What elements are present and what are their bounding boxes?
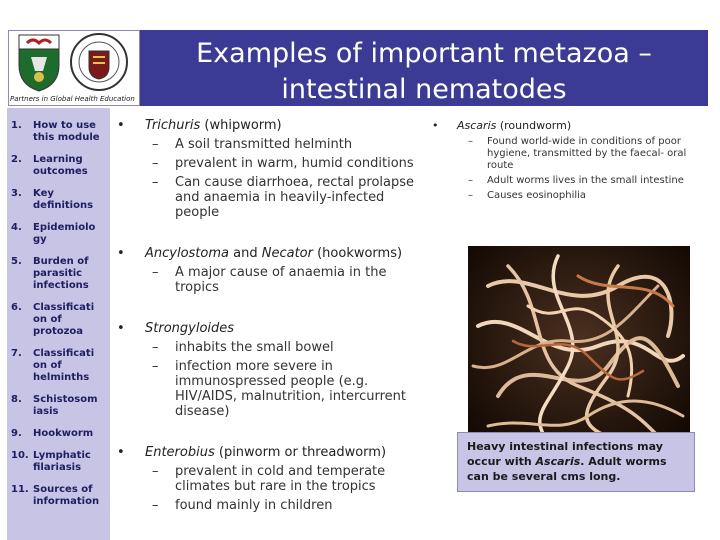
bullet-dot: • — [117, 118, 125, 133]
sub-point: – Found world-wide in conditions of poor hygiene, transmitted by the faecal- oral route — [468, 136, 687, 171]
sidebar-item[interactable] — [11, 450, 110, 474]
sidebar-item-number: 7. — [11, 348, 22, 359]
sub-point: – infection more severe in immunospressed people (e.g. HIV/AIDS, malnutrition, intercurrent disease) — [152, 359, 406, 419]
sub-point: – prevalent in warm, humid conditions — [152, 156, 414, 171]
common-name: (pinworm or threadworm) — [214, 445, 387, 460]
sub-point: – found mainly in children — [152, 498, 333, 513]
bullet-dot: • — [117, 321, 125, 336]
sidebar-item-number: 3. — [11, 188, 22, 199]
ascaris-worms-photo — [468, 246, 690, 450]
common-name: (roundworm) — [496, 119, 572, 132]
sidebar-item[interactable] — [11, 120, 110, 144]
common-name: (hookworms) — [312, 246, 403, 261]
right-column — [430, 120, 715, 205]
sidebar-item-number: 5. — [11, 256, 22, 267]
title-line-1: Examples of important metazoa – — [196, 38, 652, 69]
sidebar-item-label: Burden of parasitic infections — [33, 256, 89, 291]
sidebar-item-label: Classificati on of protozoa — [33, 302, 95, 337]
module-sidebar — [7, 108, 110, 540]
worms-image-icon — [468, 246, 690, 450]
species-name: Ascaris — [457, 119, 497, 132]
sidebar-item-label: Classificati on of helminths — [33, 348, 95, 383]
sub-point: – Causes eosinophilia — [468, 190, 587, 201]
sub-point: – Can cause diarrhoea, rectal prolapse and anaemia in heavily-infected people — [152, 175, 415, 220]
bullet-dot: • — [117, 246, 125, 261]
sub-point: – inhabits the small bowel — [152, 340, 334, 355]
sidebar-item-label: Sources of information — [33, 484, 100, 507]
sidebar-item-label: Schistosom iasis — [33, 394, 98, 417]
species-name: Enterobius — [145, 445, 215, 460]
photo-caption: Heavy intestinal infections may occur with Ascaris. Adult worms can be several cms long. — [457, 432, 695, 492]
common-name: (whipworm) — [200, 118, 282, 133]
slide-title — [140, 36, 708, 108]
caption-species: Ascaris — [535, 455, 581, 468]
bullet-hookworms: • Ancylostoma and Necator (hookworms) — [117, 246, 403, 261]
sidebar-item-number: 10. — [11, 450, 29, 461]
sidebar-item-number: 9. — [11, 428, 22, 439]
sidebar-item[interactable] — [11, 348, 110, 384]
sidebar-item[interactable] — [11, 394, 110, 418]
species-name: Strongyloides — [145, 321, 235, 336]
sub-point: – A soil transmitted helminth — [152, 137, 353, 152]
sidebar-item[interactable] — [11, 428, 110, 440]
logo-caption: Partners in Global Health Education — [10, 95, 135, 103]
sidebar-item[interactable] — [11, 222, 110, 246]
sidebar-item-label: Epidemiolo gy — [33, 222, 96, 245]
sub-point: – A major cause of anaemia in the tropics — [152, 265, 387, 295]
main-column — [115, 118, 425, 517]
species-name: Trichuris — [145, 118, 201, 133]
sidebar-item[interactable] — [11, 302, 110, 338]
species-name: Necator — [261, 246, 313, 261]
sidebar-item[interactable] — [11, 484, 110, 508]
sidebar-list — [7, 108, 110, 508]
bullet-enterobius — [115, 445, 425, 460]
species-name: Ancylostoma — [145, 246, 229, 261]
sidebar-item-label: Lymphatic filariasis — [33, 450, 91, 473]
sub-point: – Adult worms lives in the small intestine — [468, 175, 684, 186]
bullet-trichuris — [115, 118, 425, 133]
sidebar-item-label: How to use this module — [33, 120, 100, 143]
sidebar-item-label: Learning outcomes — [33, 154, 88, 177]
sidebar-item-label: Key definitions — [33, 188, 94, 211]
bullet-dot: • — [432, 119, 439, 132]
sidebar-item-number: 6. — [11, 302, 22, 313]
sidebar-item-number: 1. — [11, 120, 22, 131]
sidebar-item[interactable] — [11, 154, 110, 178]
sidebar-item[interactable] — [11, 256, 110, 292]
bullet-ascaris — [430, 120, 715, 132]
sidebar-item-number: 2. — [11, 154, 22, 165]
sidebar-item[interactable] — [11, 188, 110, 212]
sidebar-item-number: 8. — [11, 394, 22, 405]
title-line-2: intestinal nematodes — [281, 74, 567, 105]
bullet-strongyloides — [115, 321, 425, 336]
bullet-dot: • — [117, 445, 125, 460]
sub-point: – prevalent in cold and temperate climates but rare in the tropics — [152, 464, 386, 494]
sidebar-item-label: Hookworm — [33, 428, 94, 439]
university-crests-icon — [9, 31, 139, 93]
sidebar-item-number: 4. — [11, 222, 22, 233]
sidebar-item-number: 11. — [11, 484, 29, 495]
